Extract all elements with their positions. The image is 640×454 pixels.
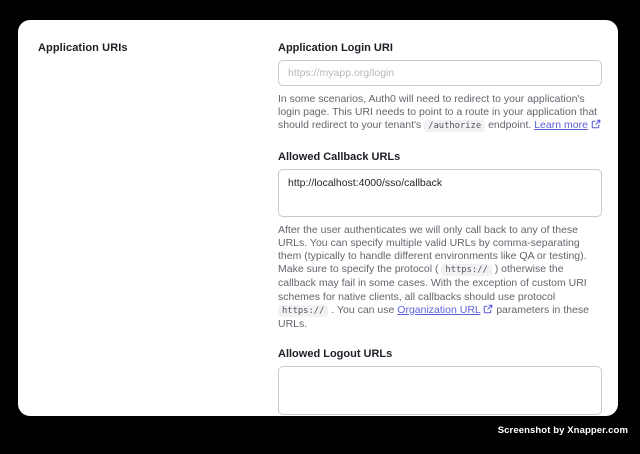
login-uri-help [278,93,602,134]
callback-urls-textarea[interactable] [278,169,602,217]
authorize-endpoint-code-chip: /authorize [424,120,485,132]
callback-help-text-3: . You can use [331,303,395,316]
xnapper-watermark: Screenshot by Xnapper.com [497,425,628,436]
external-link-icon [483,304,493,314]
https-protocol-code-chip-2: https:// [278,305,328,317]
external-link-icon [591,119,601,129]
callback-urls-help [278,224,602,332]
settings-form-column [278,42,602,416]
organization-url-link[interactable]: Organization URL [397,303,481,316]
learn-more-link[interactable]: Learn more [534,119,588,132]
login-uri-help-text: In some scenarios, Auth0 will need to redirect to your application's login page. This URI needs to point to a route in your application that should redirect to your tenant's [278,93,598,132]
logout-urls-textarea[interactable] [278,366,602,415]
login-uri-label: Application Login URI [278,42,393,54]
https-protocol-code-chip: https:// [441,264,491,276]
callback-help-text: After the user authenticates we will only call back to any of these URLs. You can specify multiple valid URLs by comma-separating them (typically to handle different environments like QA or testing). Make sure to specify the protocol ( [278,223,587,276]
logout-urls-field [278,348,602,416]
login-uri-help-text-2: endpoint. [488,119,532,132]
application-uris-panel [18,20,618,416]
section-title: Application URIs [38,42,128,54]
callback-urls-label: Allowed Callback URLs [278,150,401,163]
logout-urls-label: Allowed Logout URLs [278,348,393,361]
login-uri-input[interactable] [278,60,602,86]
login-uri-field [278,42,602,134]
callback-help-text-4: parameters in these URLs. [278,303,590,331]
section-title-column [38,42,278,416]
callback-help-text-2: ) otherwise the callback may fail in some cases. With the exception of custom URI schemes for native clients, all callbacks should use protocol [278,263,587,303]
callback-urls-field [278,151,602,332]
